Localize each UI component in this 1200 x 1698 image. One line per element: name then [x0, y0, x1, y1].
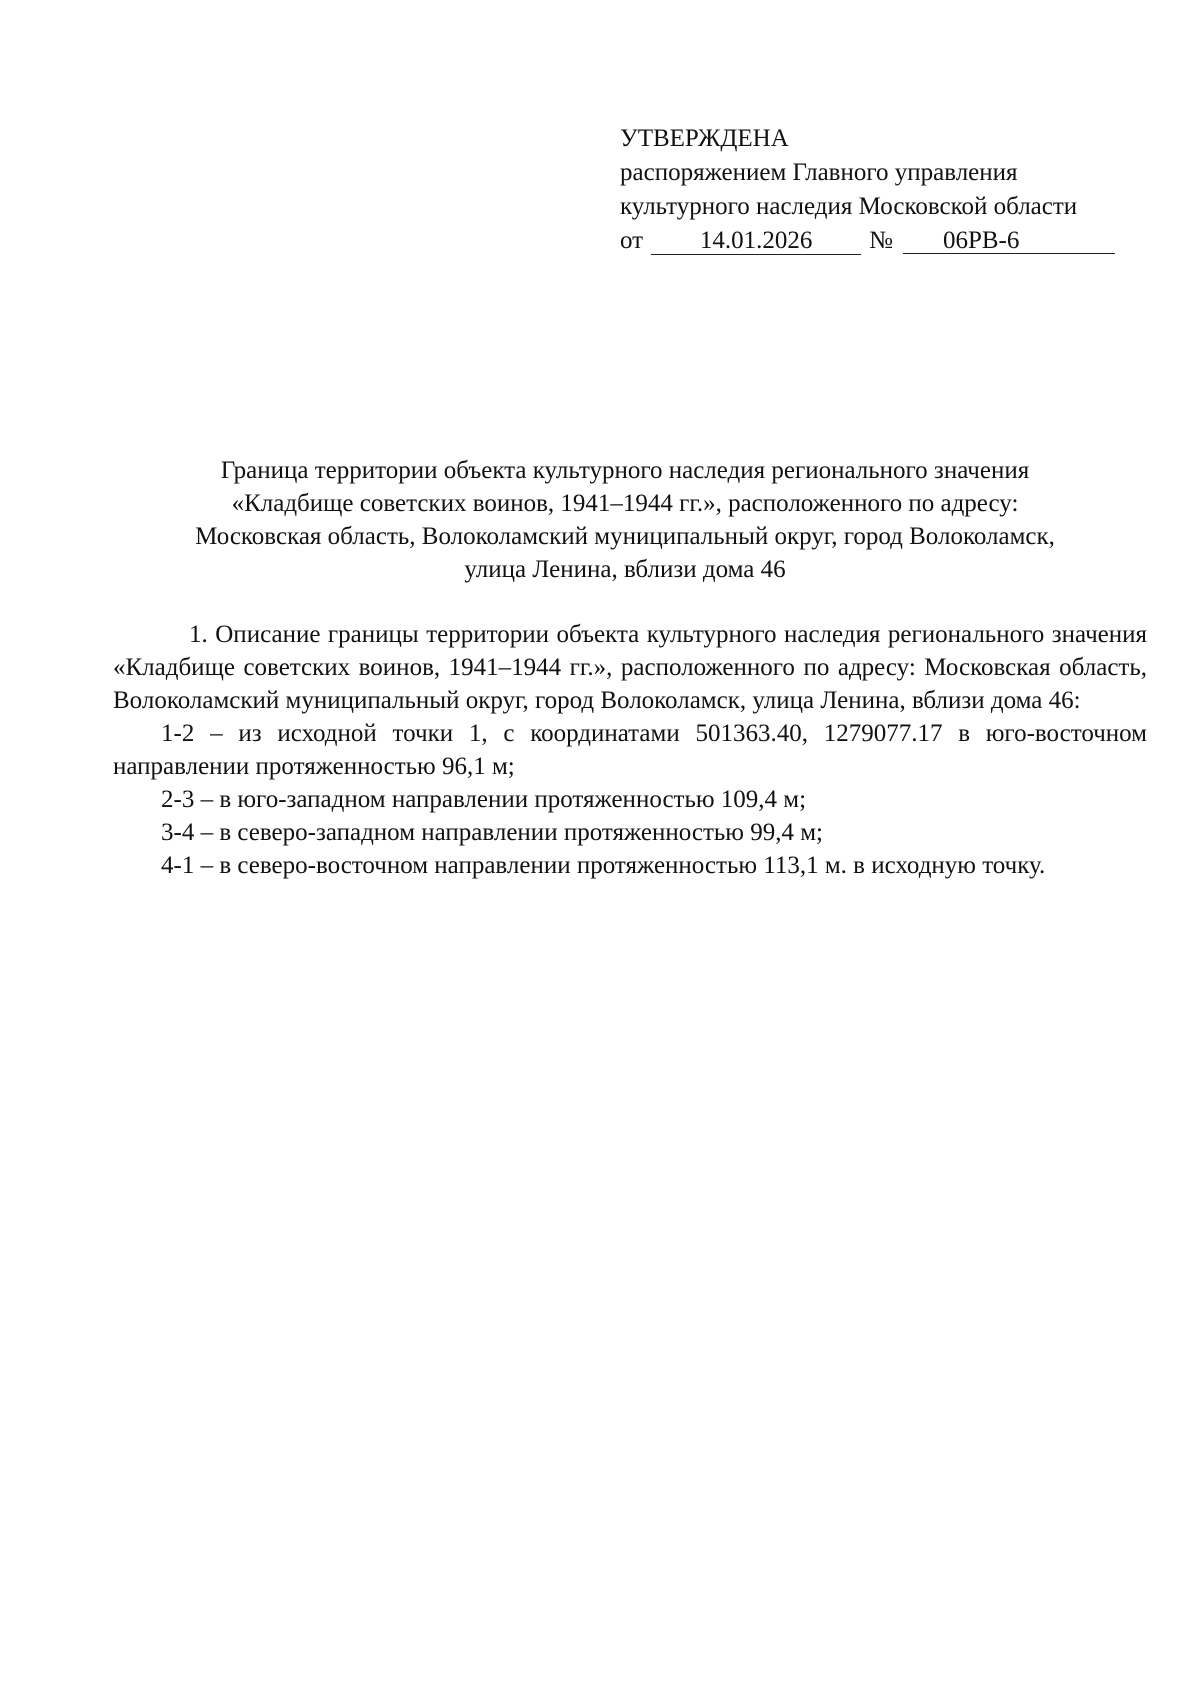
title-line-4: улица Ленина, вблизи дома 46 [464, 556, 786, 583]
approval-stamp-block [620, 122, 1140, 258]
title-line-1: Граница территории объекта культурного наследия регионального значения [220, 457, 1030, 484]
approval-line-2: культурного наследия Московской области [620, 193, 1078, 220]
document-title [100, 454, 1150, 586]
approval-heading: УТВЕРЖДЕНА [620, 125, 789, 152]
order-number: 06РВ-6 [903, 228, 1115, 254]
segment-3-4: 3-4 – в северо-западном направлении протяженностью 99,4 м; [161, 819, 823, 846]
order-date-number-line [620, 224, 1140, 258]
order-date: 14.01.2026 [651, 228, 861, 255]
approval-line-1: распоряжением Главного управления [620, 159, 1018, 186]
title-line-2: «Кладбище советских воинов, 1941–1944 гг.», расположенного по адресу: [231, 490, 1019, 517]
boundary-description-paragraph: 1. Описание границы территории объекта культурного наследия регионального значения «Кладбище советских воинов, 1941–1944 гг.», расположенного по адресу: Московская область, Волоколамский муниципальный округ, город Волоколамск, улица Ленина, вблизи дома 46: [113, 621, 1147, 714]
segment-1-2: 1-2 – из исходной точки 1, с координатами 501363.40, 1279077.17 в юго-восточном направлении протяженностью 96,1 м; [113, 720, 1147, 780]
title-line-3: Московская область, Волоколамский муниципальный округ, город Волоколамск, [195, 523, 1055, 550]
document-body [113, 618, 1147, 882]
from-label: от [620, 227, 644, 254]
number-sign: № [869, 227, 893, 254]
segment-2-3: 2-3 – в юго-западном направлении протяженностью 109,4 м; [161, 786, 807, 813]
segment-4-1: 4-1 – в северо-восточном направлении протяженностью 113,1 м. в исходную точку. [161, 852, 1046, 879]
